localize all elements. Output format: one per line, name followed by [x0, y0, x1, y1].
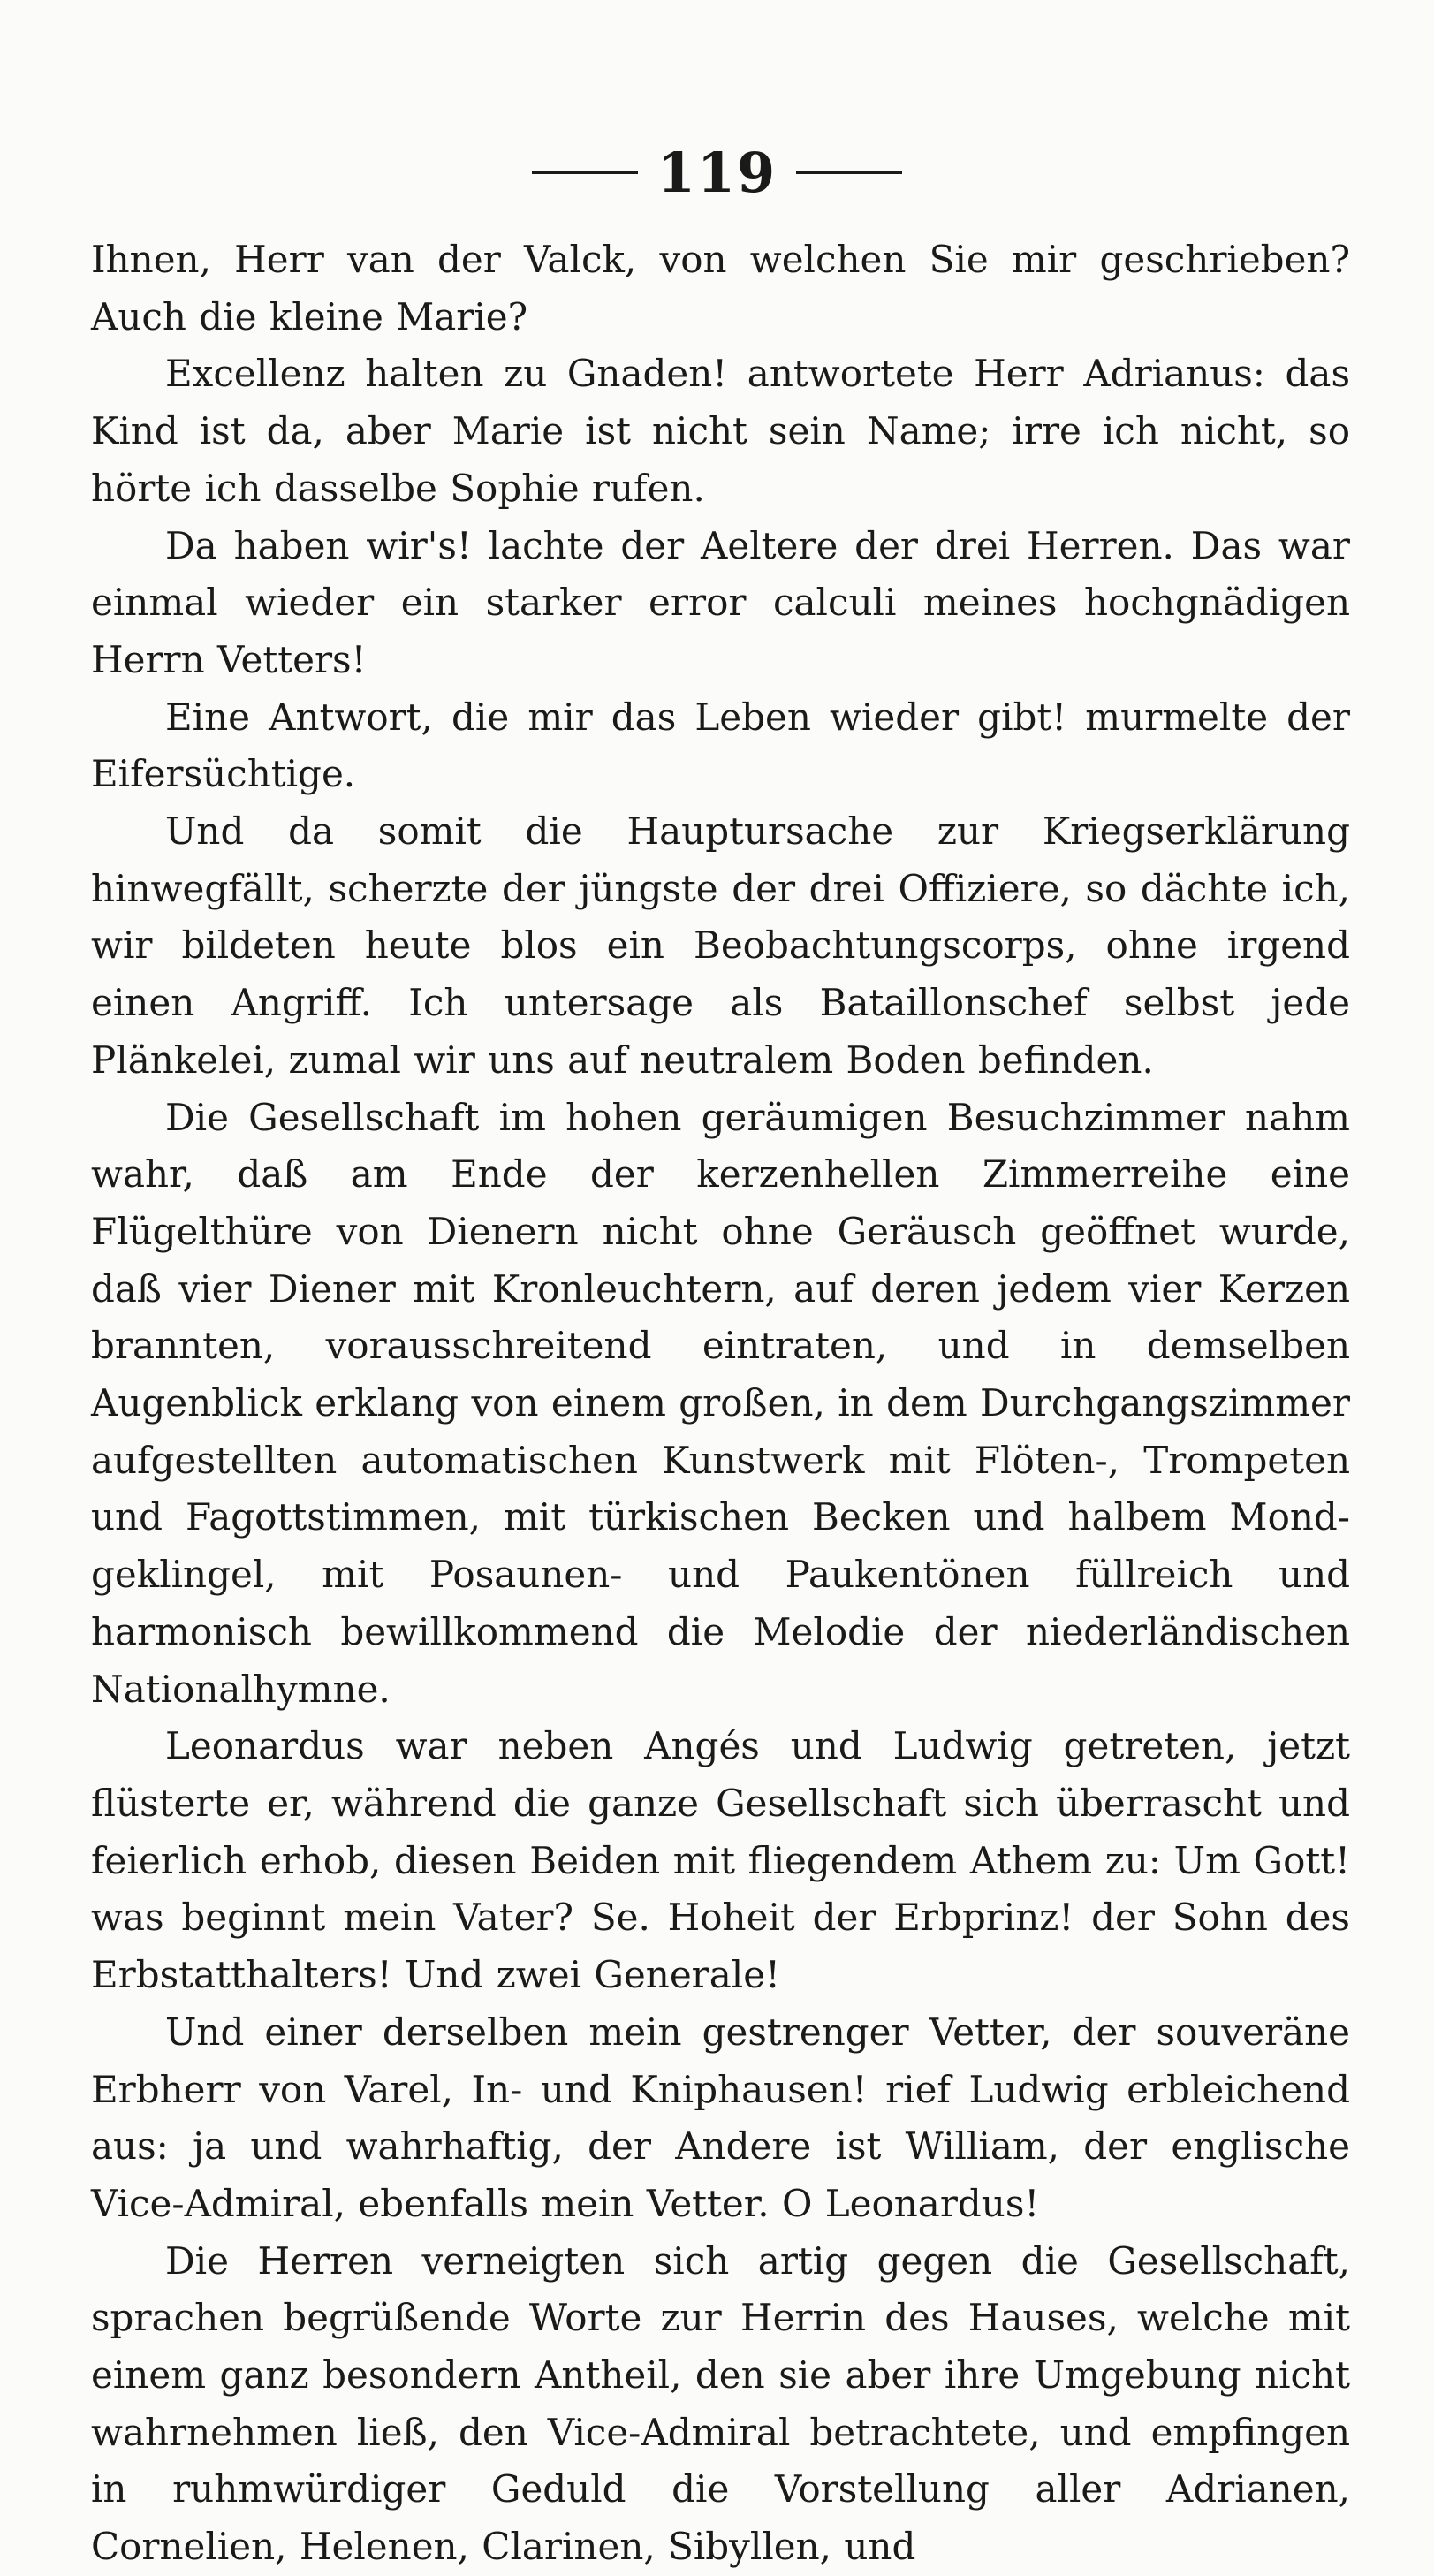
- page-number: 119: [656, 140, 778, 205]
- paragraph-5: Und da somit die Hauptursache zur Kriegserklärung hinwegfällt, scherzte der jüngste der drei Offiziere, so dächte ich, wir bildeten heute blos ein Beobachtungscorps, ohne irgend einen Angriff. Ich untersage als Bataillonschef selbst jede Plänkelei, zumal wir uns auf neutralem Boden befinden.: [91, 809, 1350, 1082]
- paragraph-3: Da haben wir's! lachte der Aeltere der drei Herren. Das war einmal wieder ein starker error calculi meines hochgnädigen Herrn Vetters!: [91, 523, 1350, 681]
- header-rule-right: [796, 171, 902, 174]
- header-rule-left: [532, 171, 638, 174]
- paragraph-8: Und einer derselben mein gestrenger Vetter, der souveräne Erbherr von Varel, In- und Kniphausen! rief Ludwig erbleichend aus: ja und wahrhaftig, der Andere ist William, der englische Vice-Admiral, ebenfalls mein Vetter. O Leonardus!: [91, 2010, 1350, 2225]
- paragraph-6: Die Gesellschaft im hohen geräumigen Besuchzimmer nahm wahr, daß am Ende der kerzenhellen Zimmerreihe eine Flügelthüre von Dienern nicht ohne Geräusch geöffnet wurde, daß vier Diener mit Kronleuchtern, auf deren jedem vier Kerzen brannten, vorausschreitend eintraten, und in demselben Augenblick erklang von einem großen, in dem Durchgangszimmer aufgestellten automatischen Kunstwerk mit Flöten-, Trompeten und Fagottstimmen, mit türkischen Becken und halbem Mondgeklingel, mit Posaunen- und Paukentönen füllreich und harmonisch bewillkommend die Melodie der niederländischen Nationalhymne.: [91, 1095, 1350, 1711]
- paragraph-2: Excellenz halten zu Gnaden! antwortete Herr Adrianus: das Kind ist da, aber Marie ist nicht sein Name; irre ich nicht, so hörte ich dasselbe Sophie rufen.: [91, 352, 1350, 510]
- body-text: [91, 232, 1350, 2576]
- paragraph-4: Eine Antwort, die mir das Leben wieder gibt! murmelte der Eifersüchtige.: [91, 695, 1350, 796]
- page-header: [0, 133, 1434, 212]
- paragraph-7: Leonardus war neben Angés und Ludwig getreten, jetzt flüsterte er, während die ganze Gesellschaft sich überrascht und feierlich erhob, diesen Beiden mit fliegendem Athem zu: Um Gott! was beginnt mein Vater? Se. Hoheit der Erbprinz! der Sohn des Erbstatthalters! Und zwei Generale!: [91, 1724, 1350, 1997]
- paragraph-9: Die Herren verneigten sich artig gegen die Gesellschaft, sprachen begrüßende Worte zur Herrin des Hauses, welche mit einem ganz besondern Antheil, den sie aber ihre Umgebung nicht wahrnehmen ließ, den Vice-Admiral betrachtete, und empfingen in ruhmwürdiger Geduld die Vorstellung aller Adrianen, Cornelien, Helenen, Clarinen, Sibyllen, und: [91, 2238, 1350, 2569]
- paragraph-1: Ihnen, Herr van der Valck, von welchen Sie mir geschrieben? Auch die kleine Marie?: [91, 238, 1350, 338]
